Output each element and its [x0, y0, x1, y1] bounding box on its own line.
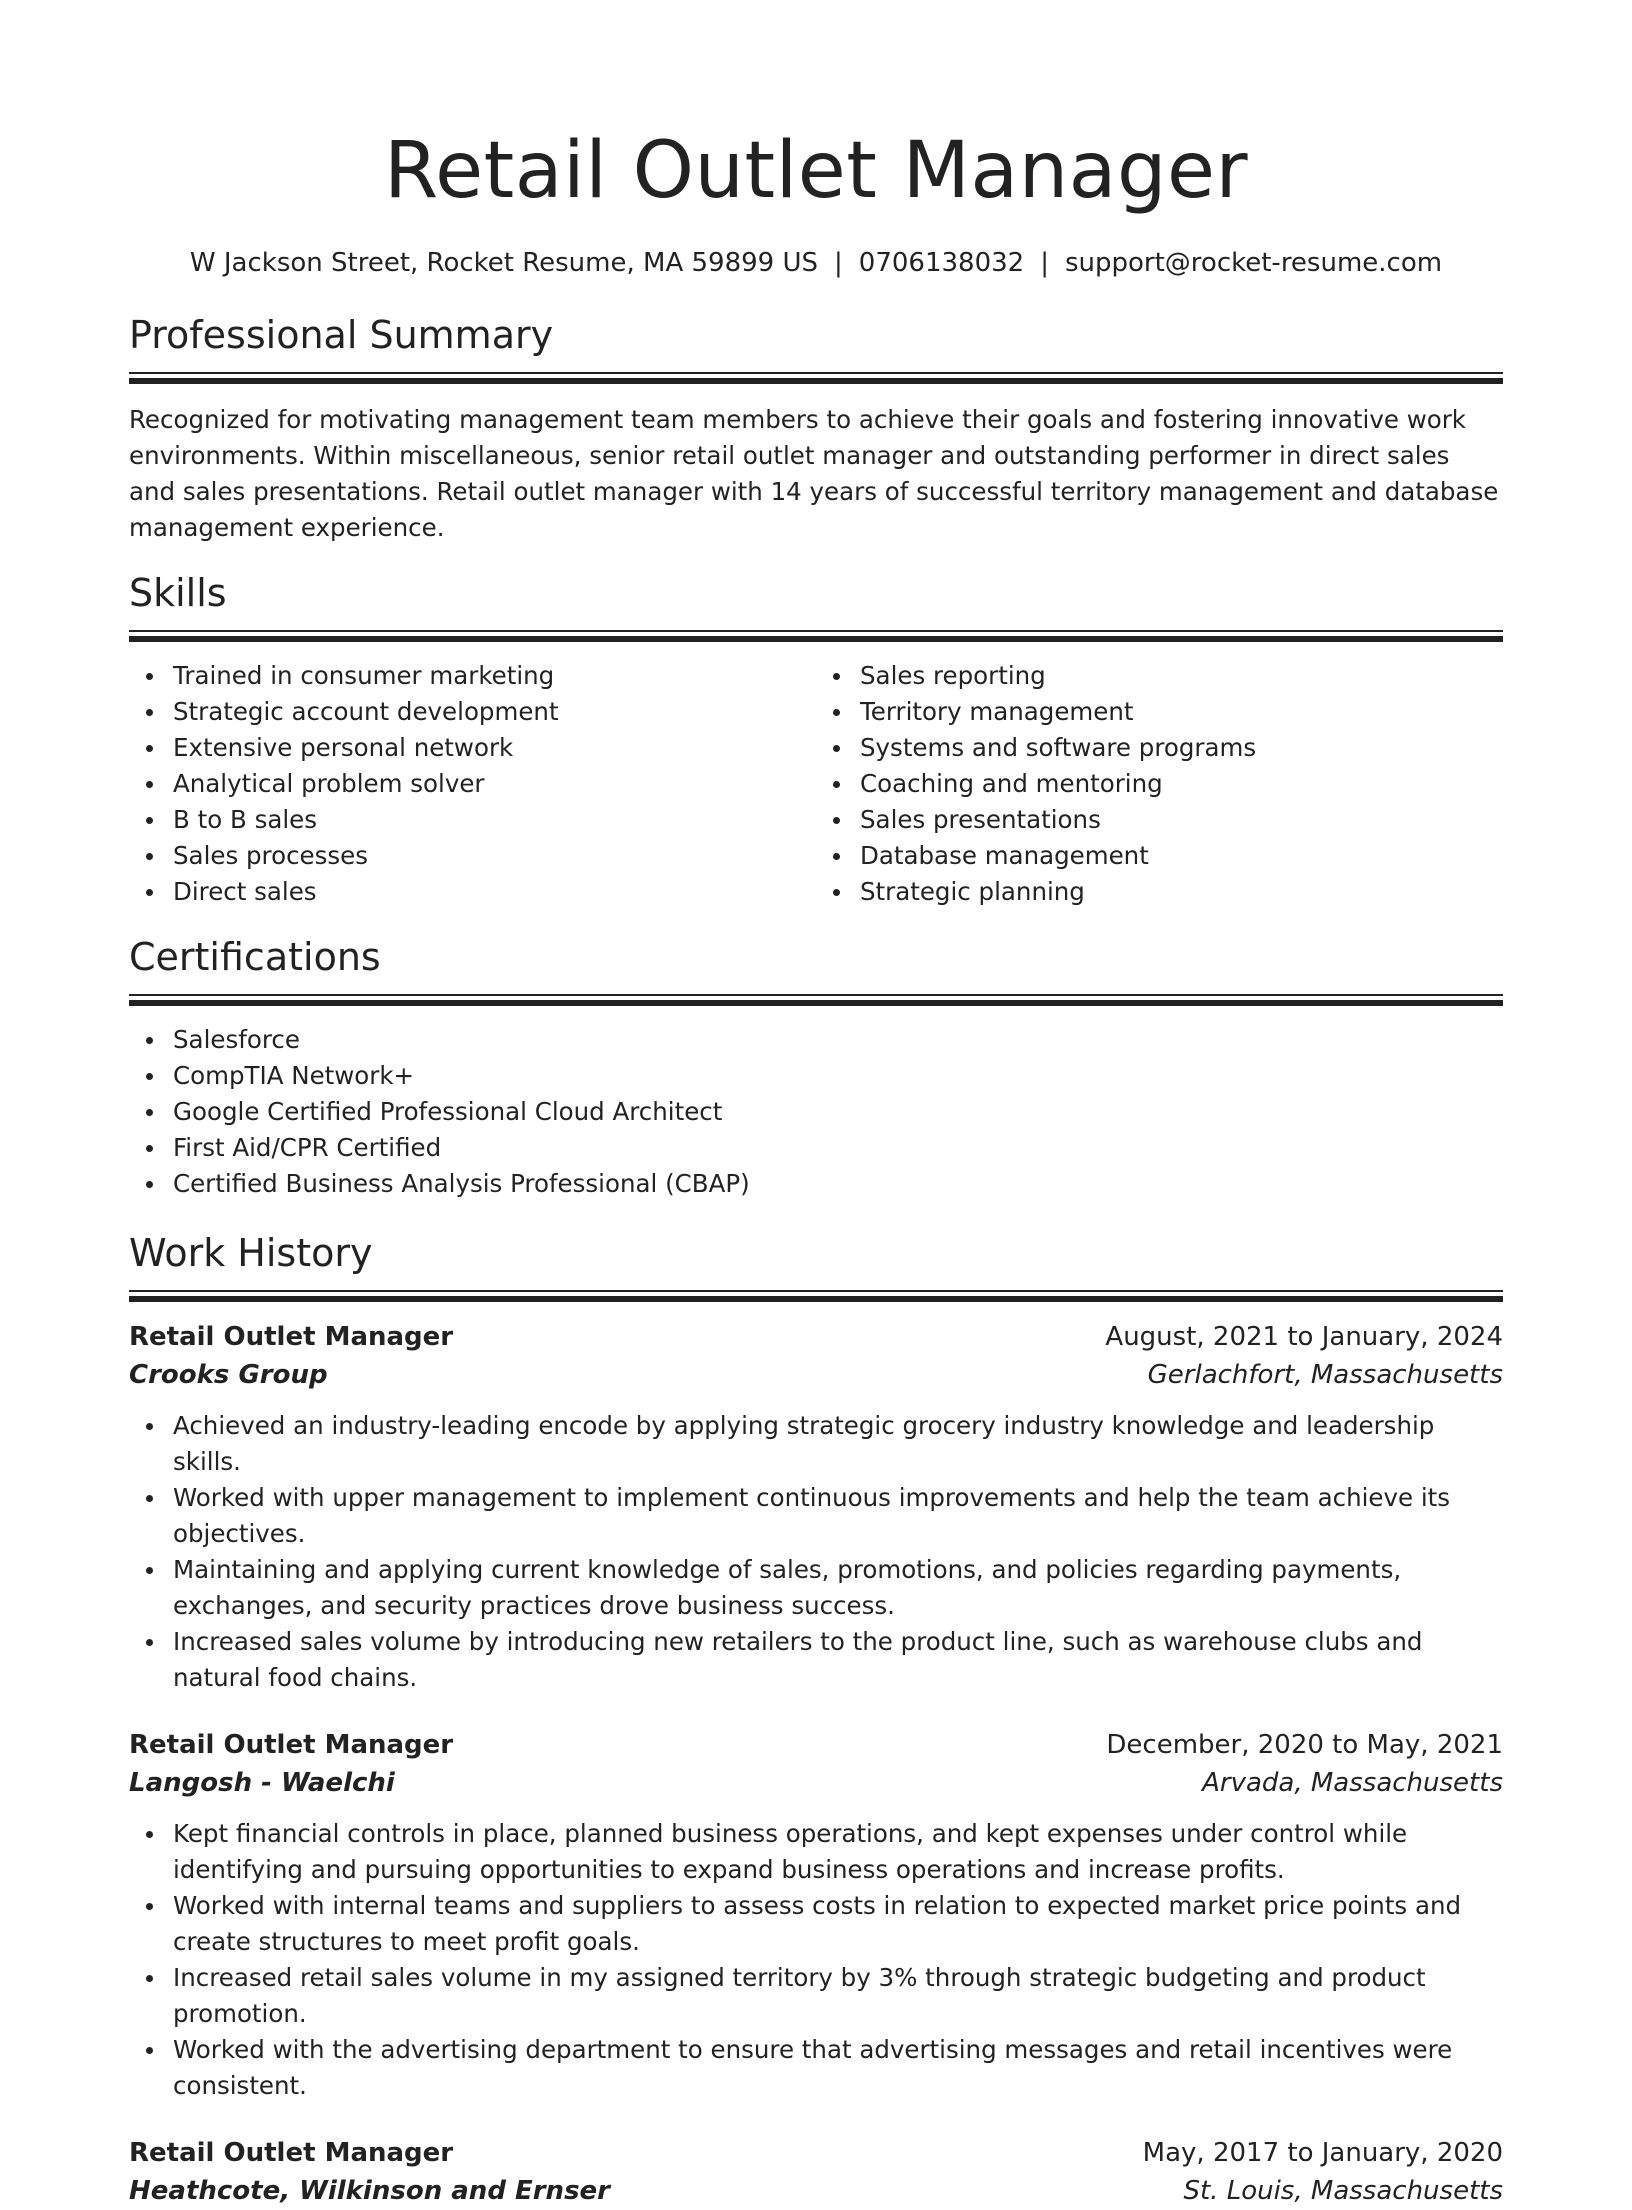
skills-list-right	[816, 658, 1503, 910]
job-entry	[129, 2134, 1503, 2210]
skill-item: Systems and software programs	[860, 730, 1503, 766]
section-title: Skills	[129, 571, 227, 615]
job-header	[129, 2134, 1503, 2172]
certification-item: Google Certified Professional Cloud Architect	[173, 1094, 1503, 1130]
job-dates: December, 2020 to May, 2021	[1106, 1730, 1503, 1760]
certification-item: First Aid/CPR Certified	[173, 1130, 1503, 1166]
job-title: Retail Outlet Manager	[129, 1322, 454, 1352]
job-entry	[129, 1726, 1503, 2104]
skill-item: Direct sales	[173, 874, 816, 910]
job-company: Heathcote, Wilkinson and Ernser	[129, 2176, 610, 2206]
job-title: Retail Outlet Manager	[129, 2138, 454, 2168]
contact-address: W Jackson Street, Rocket Resume, MA 59899 US	[189, 248, 819, 278]
job-company: Crooks Group	[129, 1360, 328, 1390]
summary-text: Recognized for motivating management team members to achieve their goals and fostering innovative work environments. Within miscellaneous, senior retail outlet manager and outstanding performer in direct sales and sales presentations. Retail outlet manager with 14 years of successful territory management and database management experience.	[129, 405, 1499, 542]
skill-item: Strategic account development	[173, 694, 816, 730]
job-title: Retail Outlet Manager	[129, 1730, 454, 1760]
job-duty: Achieved an industry-leading encode by applying strategic grocery industry knowledge and leadership skills.	[173, 1408, 1503, 1480]
certification-item: Salesforce	[173, 1022, 1503, 1058]
job-company: Langosh - Waelchi	[129, 1768, 395, 1798]
skills-section	[129, 568, 1503, 910]
certifications-list	[129, 1022, 1503, 1202]
job-duty: Worked with the advertising department to ensure that advertising messages and retail incentives were consistent.	[173, 2032, 1503, 2104]
skill-item: Territory management	[860, 694, 1503, 730]
certifications-section	[129, 932, 1503, 1202]
skill-item: Database management	[860, 838, 1503, 874]
skill-item: Strategic planning	[860, 874, 1503, 910]
section-divider	[129, 1290, 1503, 1302]
section-divider	[129, 994, 1503, 1006]
job-duties-list	[129, 1408, 1503, 1696]
contact-separator: |	[1040, 248, 1049, 278]
skills-column-right	[816, 658, 1503, 910]
resume-name: Retail Outlet Manager	[383, 126, 1249, 216]
section-title: Work History	[129, 1231, 373, 1275]
skill-item: Trained in consumer marketing	[173, 658, 816, 694]
job-subheader	[129, 1356, 1503, 1394]
skills-list-left	[129, 658, 816, 910]
section-title: Certifications	[129, 935, 381, 979]
job-subheader	[129, 2172, 1503, 2210]
job-header	[129, 1726, 1503, 1764]
job-duty: Worked with internal teams and suppliers to assess costs in relation to expected market price points and create structures to meet profit goals.	[173, 1888, 1503, 1960]
skills-grid	[129, 658, 1503, 910]
skill-item: Sales processes	[173, 838, 816, 874]
skill-item: Sales presentations	[860, 802, 1503, 838]
job-header	[129, 1318, 1503, 1356]
contact-line	[129, 246, 1503, 280]
contact-phone: 0706138032	[858, 248, 1025, 278]
skill-item: Extensive personal network	[173, 730, 816, 766]
job-location: Gerlachfort, Massachusetts	[1147, 1360, 1503, 1390]
skill-item: Analytical problem solver	[173, 766, 816, 802]
work-history-section	[129, 1228, 1503, 2210]
job-dates: August, 2021 to January, 2024	[1105, 1322, 1503, 1352]
skills-column-left	[129, 658, 816, 910]
summary-section	[129, 310, 1503, 546]
job-location: St. Louis, Massachusetts	[1183, 2176, 1503, 2206]
skill-item: Sales reporting	[860, 658, 1503, 694]
job-duty: Kept financial controls in place, planned business operations, and kept expenses under control while identifying and pursuing opportunities to expand business operations and increase profits.	[173, 1816, 1503, 1888]
job-duty: Maintaining and applying current knowledge of sales, promotions, and policies regarding payments, exchanges, and security practices drove business success.	[173, 1552, 1503, 1624]
skill-item: Coaching and mentoring	[860, 766, 1503, 802]
certification-item: Certified Business Analysis Professional (CBAP)	[173, 1166, 1503, 1202]
section-title: Professional Summary	[129, 313, 554, 357]
job-duty: Increased retail sales volume in my assigned territory by 3% through strategic budgeting and product promotion.	[173, 1960, 1503, 2032]
job-location: Arvada, Massachusetts	[1202, 1768, 1503, 1798]
contact-separator: |	[834, 248, 843, 278]
section-divider	[129, 372, 1503, 384]
certification-item: CompTIA Network+	[173, 1058, 1503, 1094]
job-duty: Increased sales volume by introducing new retailers to the product line, such as warehouse clubs and natural food chains.	[173, 1624, 1503, 1696]
job-dates: May, 2017 to January, 2020	[1142, 2138, 1503, 2168]
job-subheader	[129, 1764, 1503, 1802]
skill-item: B to B sales	[173, 802, 816, 838]
section-divider	[129, 630, 1503, 642]
job-duties-list	[129, 1816, 1503, 2104]
job-entry	[129, 1318, 1503, 1696]
job-duty: Worked with upper management to implement continuous improvements and help the team achieve its objectives.	[173, 1480, 1503, 1552]
contact-email[interactable]: support@rocket-resume.com	[1064, 248, 1443, 278]
